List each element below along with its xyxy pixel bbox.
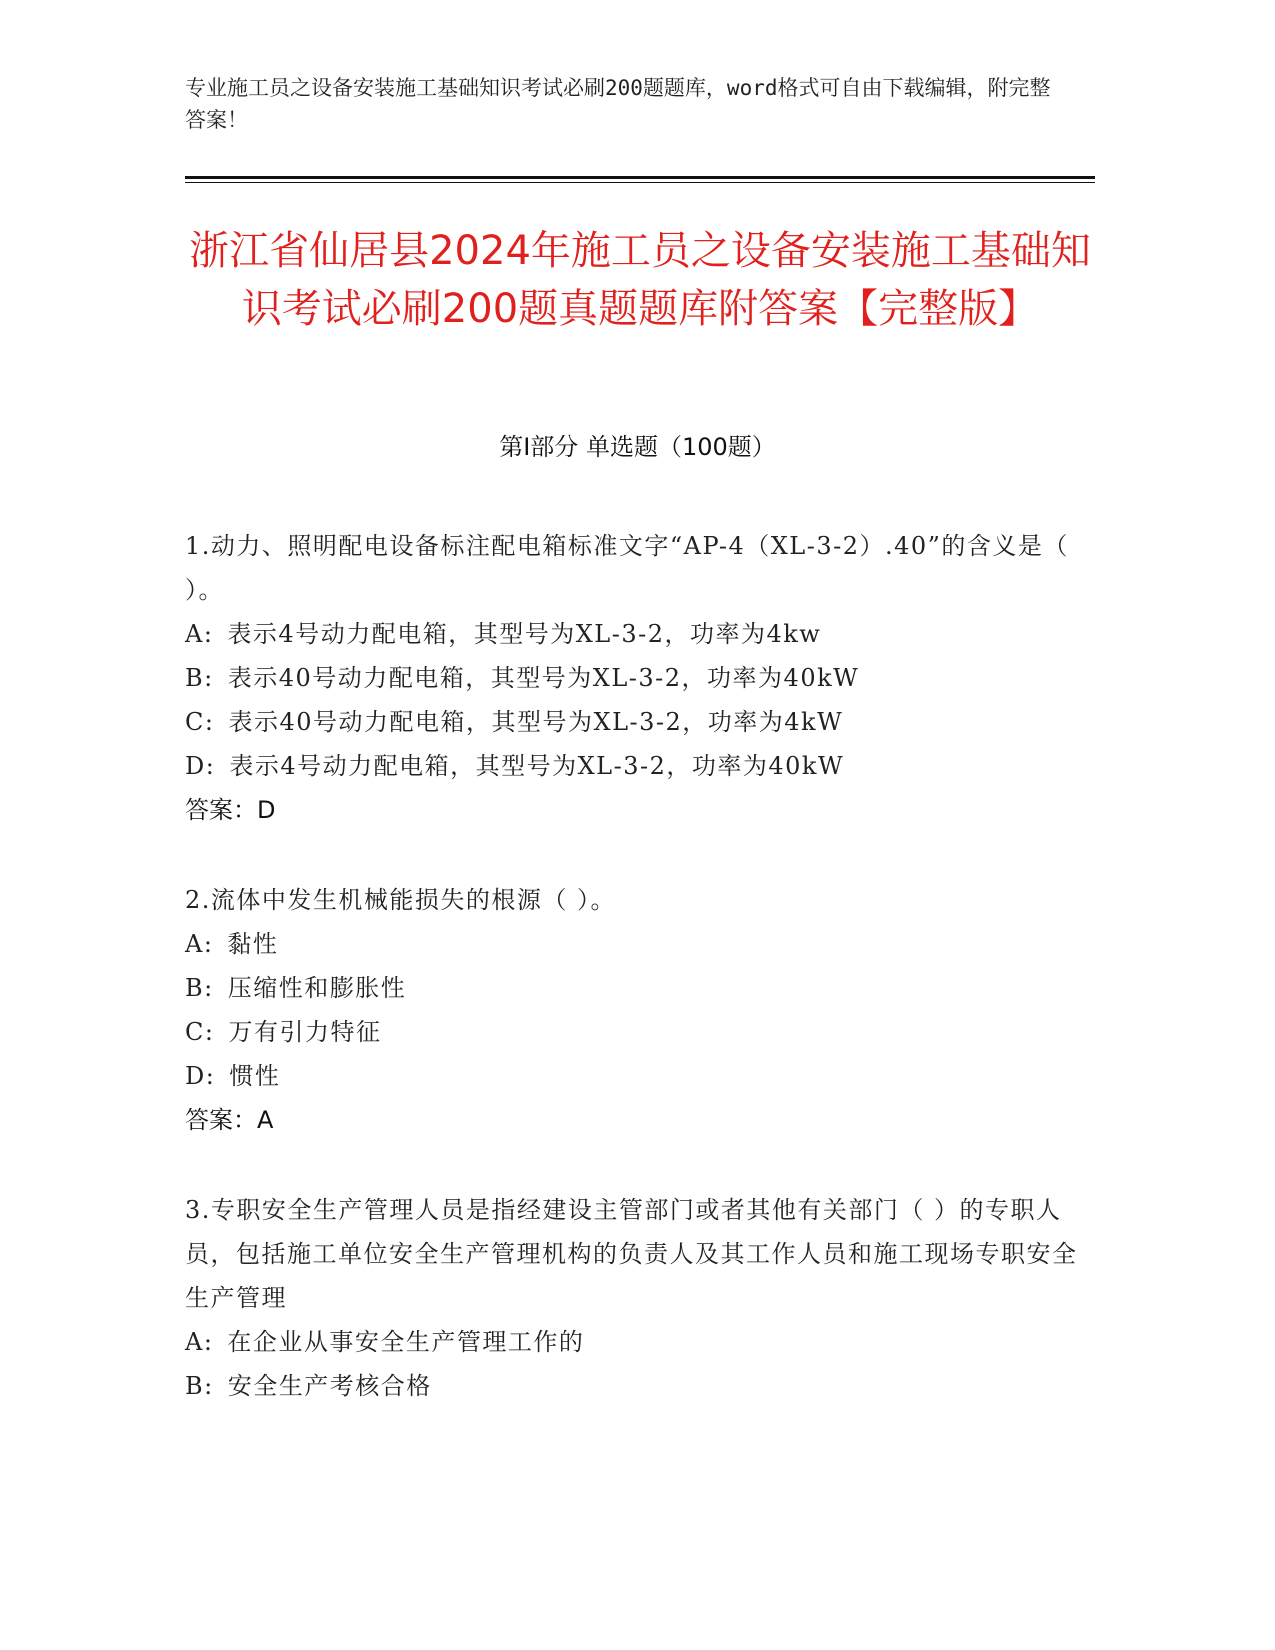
option-c	[185, 1010, 1085, 1054]
question-item	[185, 1188, 1085, 1408]
answer-line: 答案：D	[185, 796, 276, 824]
question-list	[185, 524, 1085, 1454]
option-text: 安全生产考核合格	[227, 1372, 432, 1400]
option-a	[185, 1320, 1085, 1364]
option-d	[185, 1054, 1085, 1098]
option-c	[185, 700, 1085, 744]
option-letter: A:	[185, 620, 214, 648]
option-text: 黏性	[227, 930, 279, 958]
option-letter: B:	[185, 974, 214, 1002]
section-heading: 第Ⅰ部分 单选题（100题）	[499, 433, 776, 461]
option-letter: D:	[185, 752, 216, 780]
document-title: 浙江省仙居县2024年施工员之设备安装施工基础知识考试必刷200题真题题库附答案【完整版】	[189, 228, 1091, 332]
option-d	[185, 744, 1085, 788]
question-item	[185, 878, 1085, 1142]
option-text: 表示4号动力配电箱，其型号为XL-3-2，功率为40kW	[229, 752, 845, 780]
option-text: 在企业从事安全生产管理工作的	[227, 1328, 585, 1356]
option-letter: C:	[185, 1018, 215, 1046]
option-text: 表示40号动力配电箱，其型号为XL-3-2，功率为4kW	[228, 708, 844, 736]
question-stem: 1.动力、照明配电设备标注配电箱标准文字“AP-4（XL-3-2）.40”的含义是（ ）。	[185, 532, 1069, 604]
option-letter: B:	[185, 1372, 214, 1400]
option-letter: A:	[185, 930, 214, 958]
header-rule-thick	[185, 176, 1095, 179]
option-b	[185, 1364, 1085, 1408]
option-b	[185, 966, 1085, 1010]
option-a	[185, 612, 1085, 656]
option-text: 表示40号动力配电箱，其型号为XL-3-2，功率为40kW	[227, 664, 860, 692]
option-b	[185, 656, 1085, 700]
header-note: 专业施工员之设备安装施工基础知识考试必刷200题题库，word格式可自由下载编辑，附完整答案！	[185, 76, 1051, 132]
header-rule-thin	[185, 182, 1095, 183]
option-letter: B:	[185, 664, 214, 692]
question-item	[185, 524, 1085, 832]
option-letter: A:	[185, 1328, 214, 1356]
option-text: 惯性	[229, 1062, 281, 1090]
option-a	[185, 922, 1085, 966]
option-letter: C:	[185, 708, 215, 736]
question-stem: 3.专职安全生产管理人员是指经建设主管部门或者其他有关部门（ ）的专职人员，包括施工单位安全生产管理机构的负责人及其工作人员和施工现场专职安全生产管理	[185, 1196, 1078, 1312]
option-text: 万有引力特征	[228, 1018, 382, 1046]
option-text: 表示4号动力配电箱，其型号为XL-3-2，功率为4kw	[227, 620, 822, 648]
question-stem: 2.流体中发生机械能损失的根源（ ）。	[185, 886, 617, 914]
option-text: 压缩性和膨胀性	[227, 974, 407, 1002]
option-letter: D:	[185, 1062, 216, 1090]
answer-line: 答案：A	[185, 1106, 274, 1134]
